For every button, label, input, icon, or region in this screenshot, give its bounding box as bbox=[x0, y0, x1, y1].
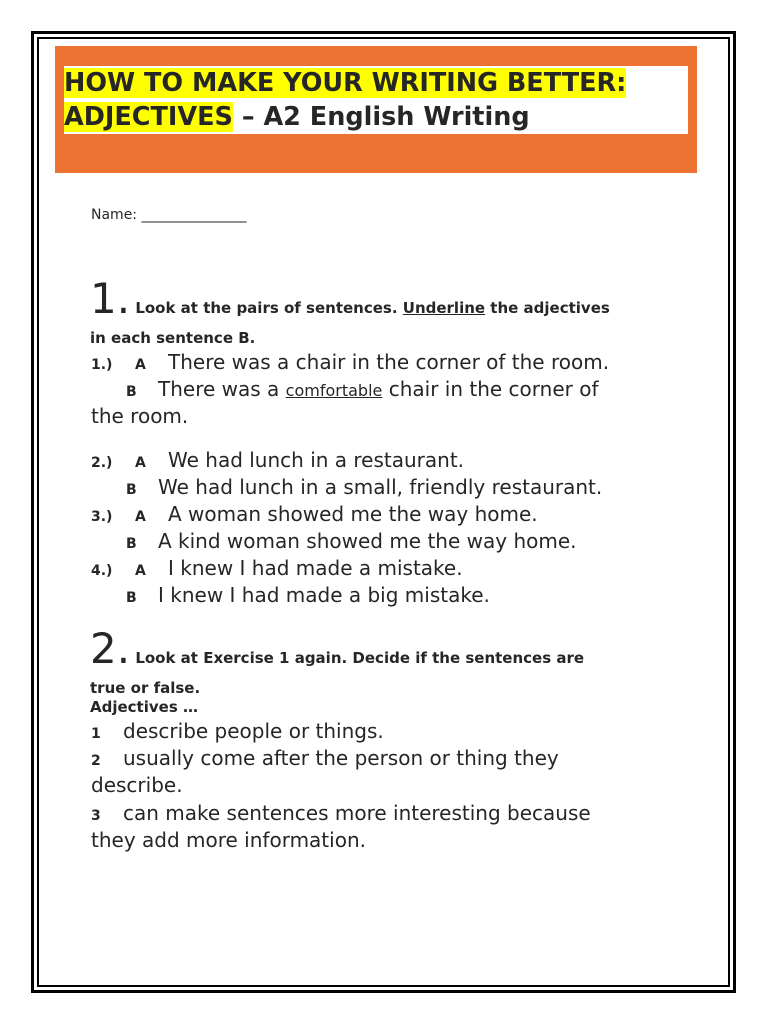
title-highlight-2: ADJECTIVES bbox=[64, 102, 233, 132]
item-4-b-label: B bbox=[126, 590, 137, 606]
item-1-a bbox=[91, 349, 609, 379]
item-1-b-label: B bbox=[126, 384, 137, 400]
item-2-number: 2.) bbox=[91, 455, 113, 471]
item-3-a-label: A bbox=[135, 509, 146, 525]
exercise-2-number: 2. bbox=[90, 624, 131, 673]
statement-1-text: describe people or things. bbox=[123, 719, 384, 743]
item-4-a-label: A bbox=[135, 563, 146, 579]
item-4-b-text: I knew I had made a big mistake. bbox=[158, 583, 490, 607]
exercise-2-subheading: Adjectives … bbox=[90, 698, 198, 716]
item-4-number: 4.) bbox=[91, 563, 113, 579]
statement-3 bbox=[91, 800, 591, 830]
item-4-a bbox=[91, 555, 463, 585]
title-line-2 bbox=[64, 100, 530, 134]
statement-3-text: can make sentences more interesting because bbox=[123, 801, 591, 825]
statement-3-line-2: they add more information. bbox=[91, 828, 366, 852]
item-4-b bbox=[126, 582, 490, 612]
exercise-1-number: 1. bbox=[90, 274, 131, 323]
statement-2 bbox=[91, 745, 559, 775]
statement-2-number: 2 bbox=[91, 753, 101, 769]
exercise-1-instruction-pre: Look at the pairs of sentences. bbox=[135, 299, 403, 317]
item-2-a bbox=[91, 447, 464, 477]
item-1-b-text-post: chair in the corner of bbox=[382, 377, 599, 401]
item-1-a-label: A bbox=[135, 357, 146, 373]
exercise-1-heading bbox=[90, 274, 610, 323]
exercise-1-instruction-post: the adjectives bbox=[485, 299, 610, 317]
title-subtitle: – A2 English Writing bbox=[232, 102, 530, 132]
title-line-1 bbox=[64, 66, 626, 100]
exercise-2-instruction-line-1: Look at Exercise 1 again. Decide if the sentences are bbox=[135, 649, 585, 667]
item-3-number: 3.) bbox=[91, 509, 113, 525]
item-3-b-label: B bbox=[126, 536, 137, 552]
item-3-b bbox=[126, 528, 577, 558]
item-3-a-text: A woman showed me the way home. bbox=[168, 502, 538, 526]
item-4-a-text: I knew I had made a mistake. bbox=[168, 556, 463, 580]
item-2-a-label: A bbox=[135, 455, 146, 471]
item-2-b-text: We had lunch in a small, friendly restaurant. bbox=[158, 475, 603, 499]
exercise-1-instruction-line-2: in each sentence B. bbox=[90, 329, 256, 347]
item-1-b-text-pre: There was a bbox=[158, 377, 286, 401]
statement-2-text: usually come after the person or thing they bbox=[123, 746, 559, 770]
title-highlight-1: HOW TO MAKE YOUR WRITING BETTER: bbox=[64, 68, 627, 98]
item-3-a bbox=[91, 501, 538, 531]
item-2-a-text: We had lunch in a restaurant. bbox=[168, 448, 465, 472]
exercise-1-instruction-underlined: Underline bbox=[402, 299, 486, 317]
item-1-b bbox=[126, 376, 599, 406]
item-1-b-line-2: the room. bbox=[91, 404, 189, 428]
item-1-b-underlined-adjective: comfortable bbox=[285, 381, 383, 400]
item-3-b-text: A kind woman showed me the way home. bbox=[158, 529, 577, 553]
exercise-2-instruction-line-2: true or false. bbox=[90, 679, 201, 697]
exercise-2-heading bbox=[90, 624, 585, 673]
statement-1 bbox=[91, 718, 384, 748]
item-2-b-label: B bbox=[126, 482, 137, 498]
statement-1-number: 1 bbox=[91, 726, 101, 742]
item-2-b bbox=[126, 474, 602, 504]
statement-3-number: 3 bbox=[91, 808, 101, 824]
item-1-a-text: There was a chair in the corner of the room. bbox=[168, 350, 610, 374]
item-1-number: 1.) bbox=[91, 357, 113, 373]
name-field: Name: _______________ bbox=[91, 207, 247, 223]
statement-2-line-2: describe. bbox=[91, 773, 183, 797]
